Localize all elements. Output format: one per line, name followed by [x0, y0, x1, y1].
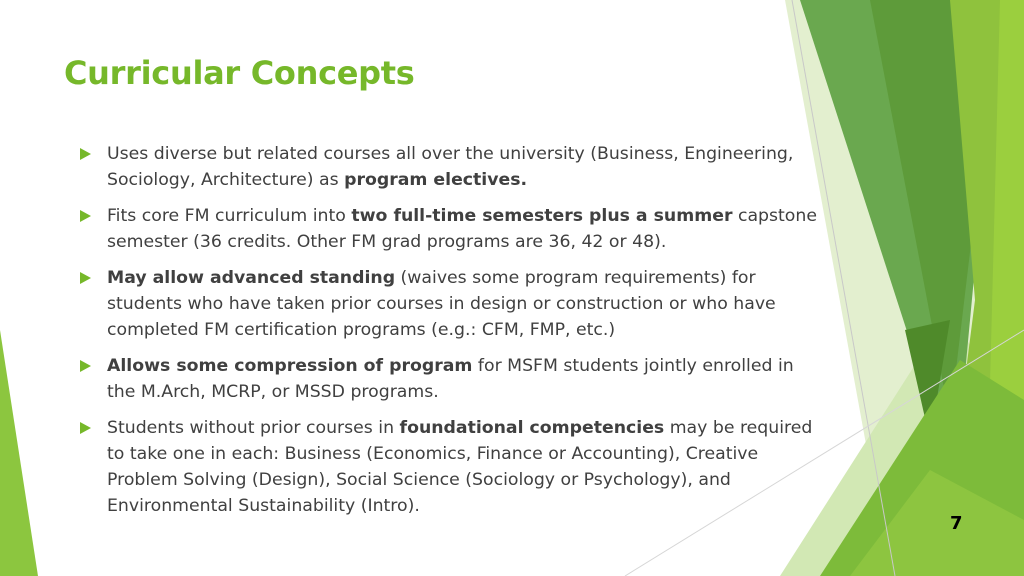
left-edge-shape [0, 330, 38, 576]
bullet-text: Uses diverse but related courses all over the university (Business, Engineering, Sociology, Architecture) as [107, 144, 794, 190]
triangle-bullet-icon [80, 422, 91, 434]
triangle-bullet-icon [80, 360, 91, 372]
slide-title: Curricular Concepts [64, 54, 415, 92]
triangle-bullet-icon [80, 148, 91, 160]
bullet-emphasis: May allow advanced standing [107, 268, 396, 288]
bullet-item [77, 203, 822, 255]
bullet-item [77, 265, 822, 343]
bullet-emphasis: program electives. [344, 170, 528, 190]
bullet-item [77, 353, 822, 405]
bullet-emphasis: two full-time semesters plus a summer [351, 206, 733, 226]
bullet-text: capstone semester (36 credits. Other FM grad programs are 36, 42 or 48). [107, 206, 817, 252]
triangle-bullet-icon [80, 210, 91, 222]
bullet-emphasis: foundational competencies [399, 418, 665, 438]
bullet-text: may be required to take one in each: Business (Economics, Finance or Accounting), Creative Problem Solving (Design), Social Science (Sociology or Psychology), and Environmental Sustainability (Intro). [107, 418, 813, 516]
bullet-item [77, 141, 822, 193]
triangle-bullet-icon [80, 272, 91, 284]
bullet-text: for MSFM students jointly enrolled in the M.Arch, MCRP, or MSSD programs. [107, 356, 794, 402]
bullet-item [77, 415, 822, 519]
bullet-text: Fits core FM curriculum into [107, 206, 352, 226]
bullet-list [77, 141, 822, 529]
page-number: 7 [950, 513, 963, 534]
bullet-text: (waives some program requirements) for students who have taken prior courses in design or construction or who have completed FM certification programs (e.g.: CFM, FMP, etc.) [107, 268, 776, 340]
bullet-emphasis: Allows some compression of program [107, 356, 473, 376]
bullet-text: Students without prior courses in [107, 418, 400, 438]
